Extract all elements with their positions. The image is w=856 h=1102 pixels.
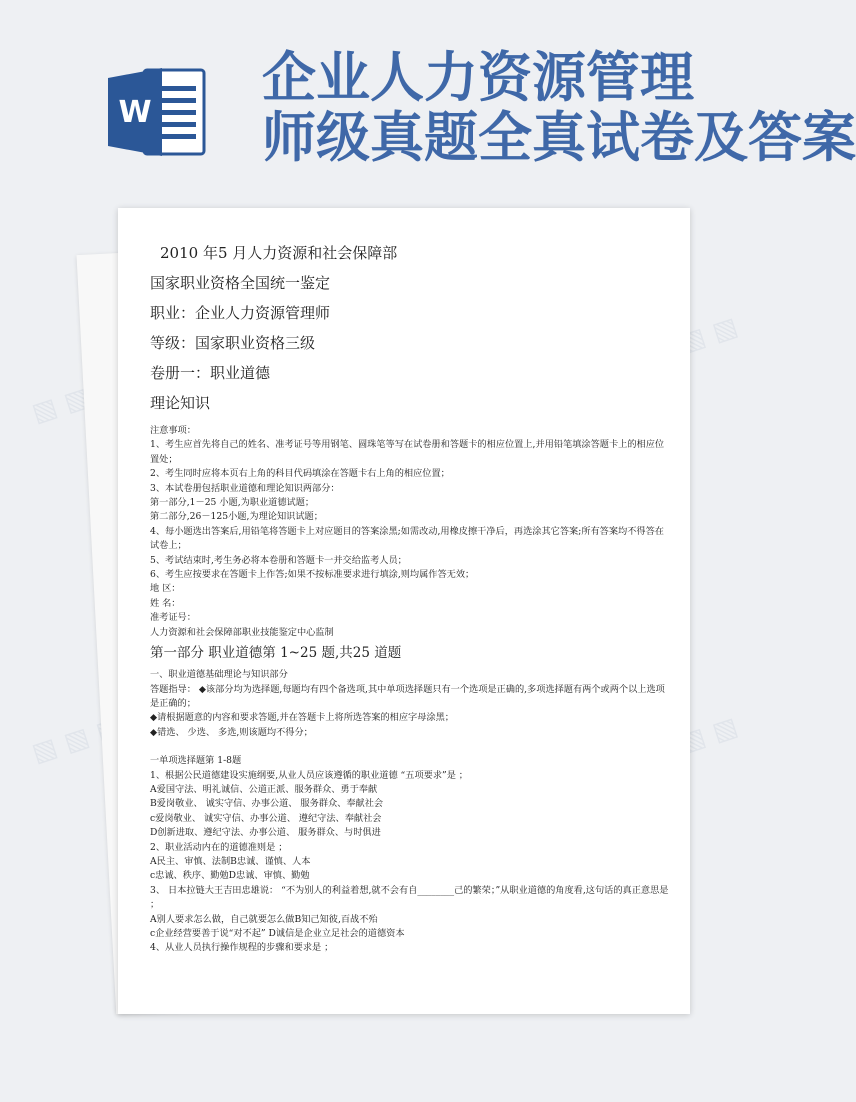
heading-line: 理论知识 <box>150 394 211 412</box>
notice-line: 3、本试卷册包括职业道德和理论知识两部分： <box>150 482 340 494</box>
name-field: 姓 名： <box>150 597 181 609</box>
question-line: D创新进取、遵纪守法、办事公道、 服务群众、与时俱进 <box>150 827 381 839</box>
notice-line: 注意事项： <box>150 425 196 436</box>
title-line-2: 师级真题全真试卷及答案 <box>262 106 856 169</box>
watermark: ▧ ▧ ▧ ▧ <box>28 701 157 769</box>
heading-line: 2010 年5 月人力资源和社会保障部 <box>160 244 398 262</box>
question-line: 3、 日本拉链大王吉田忠雄说： “不为别人的利益着想,就不会有自________己的繁荣；”从职业道德的角度看,这句话的真正意思是 ； <box>150 884 669 911</box>
exam-id-field: 准考证号： <box>150 612 196 624</box>
question-line: 4、从业人员执行操作规程的步骤和要求是 ； <box>150 942 334 954</box>
notice-line: 第一部分,1－25 小题,为职业道德试题； <box>150 497 315 509</box>
watermark: ▧ ▧ <box>676 711 742 759</box>
title-line-1: 企业人力资源管理 <box>262 46 694 109</box>
notice-line: 第二部分,26－125小题,为理论知识试题； <box>150 511 323 523</box>
section-line: ◆错选、 少选、 多选,则该题均不得分； <box>150 726 313 738</box>
supervisor-line: 人力资源和社会保障部职业技能鉴定中心监制 <box>150 626 334 638</box>
notice-line: 2、考生同时应将本页右上角的科目代码填涂在答题卡右上角的相应位置； <box>150 468 450 480</box>
question-line: B爱岗敬业、 诚实守信、办事公道、 服务群众、奉献社会 <box>150 798 384 810</box>
notice-line: 4、每小题选出答案后,用铅笔将答题卡上对应题目的答案涂黑;如需改动,用橡皮擦干净后，再选涂其它答案;所有答案均不得答在试卷上； <box>150 525 664 552</box>
question-line: c爱岗敬业、 诚实守信、办事公道、 遵纪守法、奉献社会 <box>150 812 382 824</box>
section-line: 答题指导： ◆该部分均为选择题,每题均有四个备选项,其中单项选择题只有一个选项是正确的,多项选择题有两个或两个以上选项是正确的； <box>150 683 665 709</box>
question-line: A民主、审慎、法制B忠诚、谨慎、人本 <box>150 855 311 867</box>
heading-line: 国家职业资格全国统一鉴定 <box>150 274 331 292</box>
question-line: c企业经营要善于说“对不起” D诚信是企业立足社会的道德资本 <box>150 928 405 939</box>
question-line: 2、职业活动内在的道德准则是 ； <box>150 841 288 853</box>
heading-line: 职业：企业人力资源管理师 <box>150 304 331 322</box>
notice-line: 1、考生应首先将自己的姓名、准考证号等用钢笔、圆珠笔等写在试卷册和答题卡的相应位置上,并用铅笔填涂答题卡上的相应位置处； <box>150 439 665 465</box>
section-title: 第一部分 职业道德第 1~25 题,共25 道题 <box>150 645 402 662</box>
watermark: ▧ ▧ <box>28 382 94 429</box>
region-field: 地 区： <box>150 583 181 595</box>
watermark: ▧ ▧ <box>676 311 742 359</box>
page-title <box>262 46 856 169</box>
heading-line: 卷册一：职业道德 <box>150 364 271 382</box>
question-line: A爱国守法、明礼诚信、公道正派、服务群众、勇于奉献 <box>150 783 378 795</box>
word-document-icon <box>104 64 208 160</box>
notice-line: 6、考生应按要求在答题卡上作答;如果不按标准要求进行填涂,则均属作答无效； <box>150 569 475 581</box>
word-icon-letter: W <box>118 95 152 130</box>
notice-line: 5、考试结束时,考生务必将本卷册和答题卡一并交给监考人员； <box>150 554 407 566</box>
section-line: ◆请根据题意的内容和要求答题,并在答题卡上将所选答案的相应字母涂黑； <box>150 712 454 724</box>
document-content <box>150 238 670 956</box>
document-page <box>118 208 690 1014</box>
question-line: c忠诚、秩序、勤勉D忠诚、审慎、勤勉 <box>150 870 310 882</box>
heading-line: 等级：国家职业资格三级 <box>150 334 316 352</box>
question-line: 一单项选择题第 1-8题 <box>150 755 242 767</box>
question-line: A别人要求怎么做，自己就要怎么做B知己知彼,百战不殆 <box>150 913 378 925</box>
question-line: 1、根据公民道德建设实施纲要,从业人员应该遵循的职业道德 “五项要求”是 ； <box>150 769 468 781</box>
section-line: 一、职业道德基础理论与知识部分 <box>150 669 288 681</box>
